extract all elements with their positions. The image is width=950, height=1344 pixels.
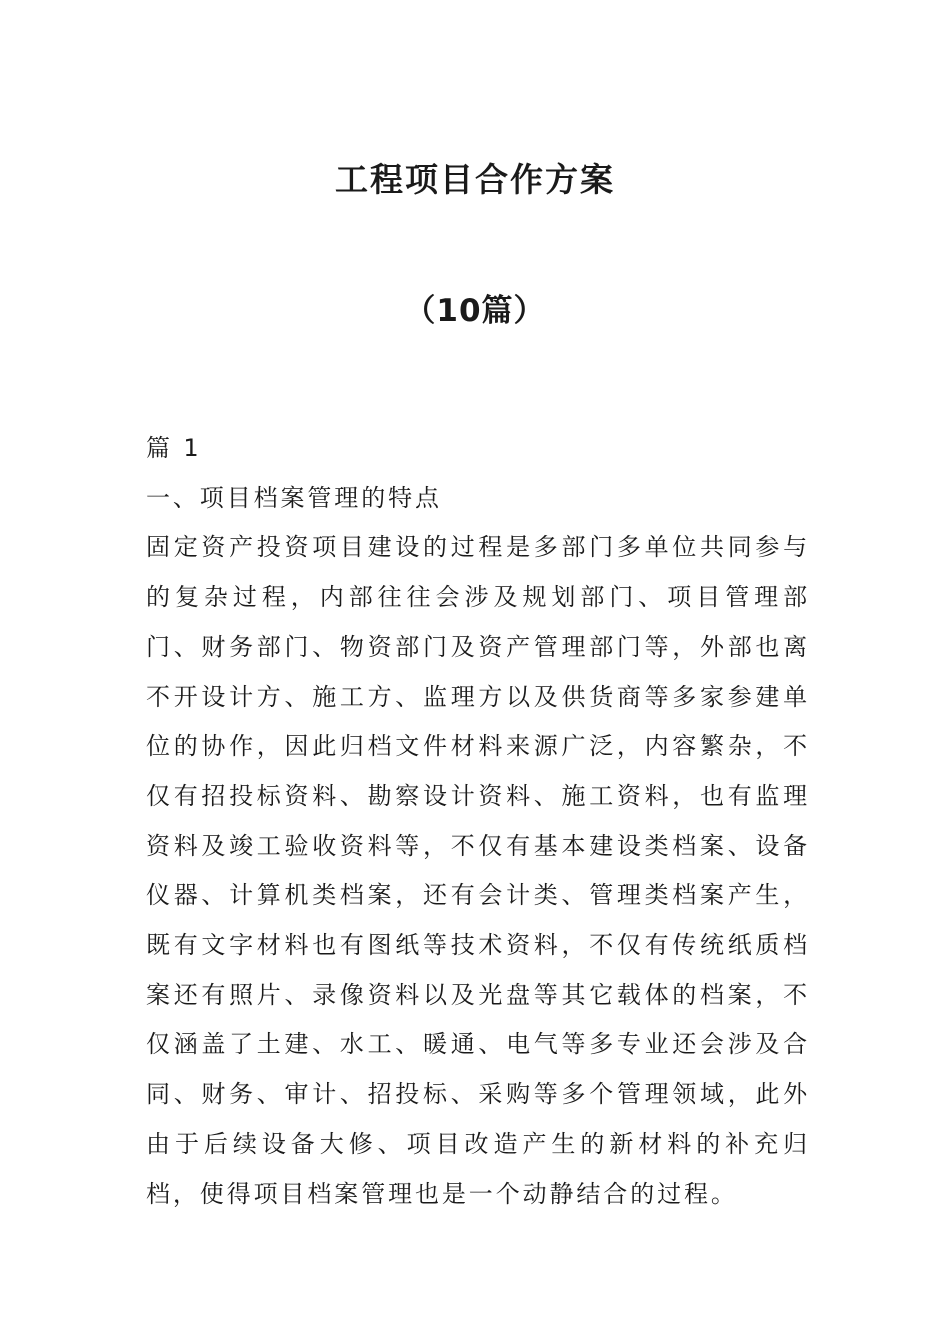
section-label: 篇 1 [146, 434, 202, 462]
document-subtitle: （10篇） [404, 293, 546, 329]
section-heading: 一、项目档案管理的特点 [146, 483, 442, 512]
document-title: 工程项目合作方案 [335, 160, 615, 199]
body-paragraph: 固定资产投资项目建设的过程是多部门多单位共同参与的复杂过程，内部往往会涉及规划部门、项目管理部门、财务部门、物资部门及资产管理部门等，外部也离不开设计方、施工方、监理方以及供货商等多家参建单位的协作，因此归档文件材料来源广泛，内容繁杂，不仅有招投标资料、勘察设计资料、施工资料，也有监理资料及竣工验收资料等，不仅有基本建设类档案、设备仪器、计算机类档案，还有会计类、管理类档案产生，既有文字材料也有图纸等技术资料，不仅有传统纸质档案还有照片、录像资料以及光盘等其它载体的档案，不仅涵盖了土建、水工、暖通、电气等多专业还会涉及合同、财务、审计、招投标、采购等多个管理领域，此外由于后续设备大修、项目改造产生的新材料的补充归档，使得项目档案管理也是一个动静结合的过程。 [146, 533, 810, 1208]
document-body [146, 424, 810, 1219]
